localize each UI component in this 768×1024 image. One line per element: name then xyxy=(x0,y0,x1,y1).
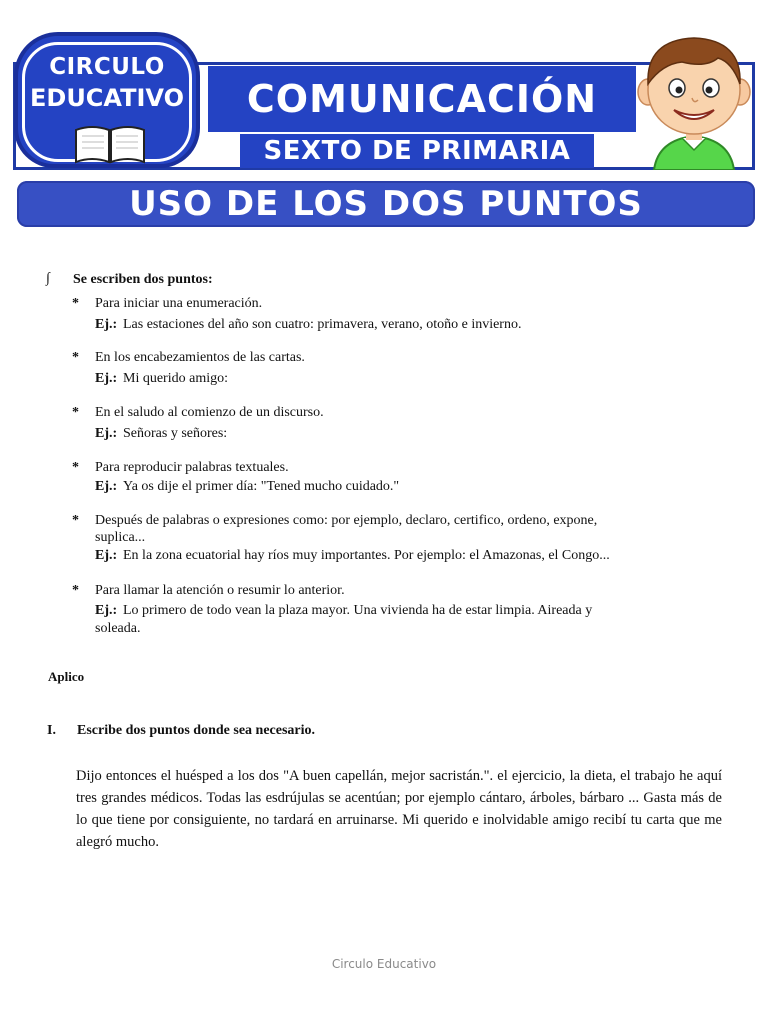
rule-6-example-label: Ej.: xyxy=(95,603,118,618)
logo-text-educativo: EDUCATIVO xyxy=(30,84,184,112)
apply-heading: Aplico xyxy=(48,669,85,684)
rule-2-example: Mi querido amigo: xyxy=(123,371,228,386)
exercise-title: Escribe dos puntos donde sea necesario. xyxy=(77,723,316,738)
rule-3-example: Señoras y señores: xyxy=(123,426,228,441)
rule-5-example-label: Ej.: xyxy=(95,548,118,563)
rule-6-example-line-2: soleada. xyxy=(95,621,141,636)
rule-4-bullet: * xyxy=(72,460,79,475)
rule-5-example: En la zona ecuatorial hay ríos muy importantes. Por ejemplo: el Amazonas, el Congo... xyxy=(123,548,610,563)
rule-4-example: Ya os dije el primer día: "Tened mucho cuidado." xyxy=(123,479,400,494)
intro-heading: Se escriben dos puntos: xyxy=(73,272,213,287)
rule-2-text: En los encabezamientos de las cartas. xyxy=(95,350,305,365)
book-icon xyxy=(72,120,148,166)
rule-1-text: Para iniciar una enumeración. xyxy=(95,296,263,311)
topic-title: USO DE LOS DOS PUNTOS xyxy=(129,184,643,224)
boy-icon xyxy=(632,28,756,170)
rule-5-text-line-1: Después de palabras o expresiones como: por ejemplo, declaro, certifico, ordeno, expone, xyxy=(95,513,598,528)
rule-3-example-label: Ej.: xyxy=(95,426,118,441)
rule-4-text: Para reproducir palabras textuales. xyxy=(95,460,289,475)
rule-5-text-line-2: suplica... xyxy=(95,530,146,545)
logo-text-circulo: CIRCULO xyxy=(49,54,165,80)
page-subtitle: SEXTO DE PRIMARIA xyxy=(263,136,571,166)
intro-symbol: ∫ xyxy=(46,271,50,286)
rule-6-example-line-1: Lo primero de todo vean la plaza mayor. Una vivienda ha de estar limpia. Aireada y xyxy=(123,603,593,618)
rule-6-text: Para llamar la atención o resumir lo anterior. xyxy=(95,583,345,598)
page-title: COMUNICACIÓN xyxy=(246,77,598,121)
rule-5-bullet: * xyxy=(72,513,79,528)
rule-3-bullet: * xyxy=(72,405,79,420)
rule-2-example-label: Ej.: xyxy=(95,371,118,386)
exercise-text: Dijo entonces el huésped a los dos "A buen capellán, mejor sacristán.". el ejercicio, la dieta, el trabajo he aquí tres grandes médicos. Todas las esdrújulas se acentúan; por ejemplo cántaro, árboles, bárbaro ... Gasta más de lo que tiene por consiguiente, no tardará en arruinarse. Mi querido e inolvidable amigo recibí tu carta que me alegró mucho. xyxy=(76,768,722,850)
exercise-number: I. xyxy=(47,723,56,738)
rule-4-example-label: Ej.: xyxy=(95,479,118,494)
rule-2-bullet: * xyxy=(72,350,79,365)
rule-1-example-label: Ej.: xyxy=(95,317,118,332)
rule-6-bullet: * xyxy=(72,583,79,598)
rule-1-bullet: * xyxy=(72,296,79,311)
rule-1-example: Las estaciones del año son cuatro: primavera, verano, otoño e invierno. xyxy=(123,317,522,332)
rule-3-text: En el saludo al comienzo de un discurso. xyxy=(95,405,324,420)
footer-text: Circulo Educativo xyxy=(331,957,437,971)
